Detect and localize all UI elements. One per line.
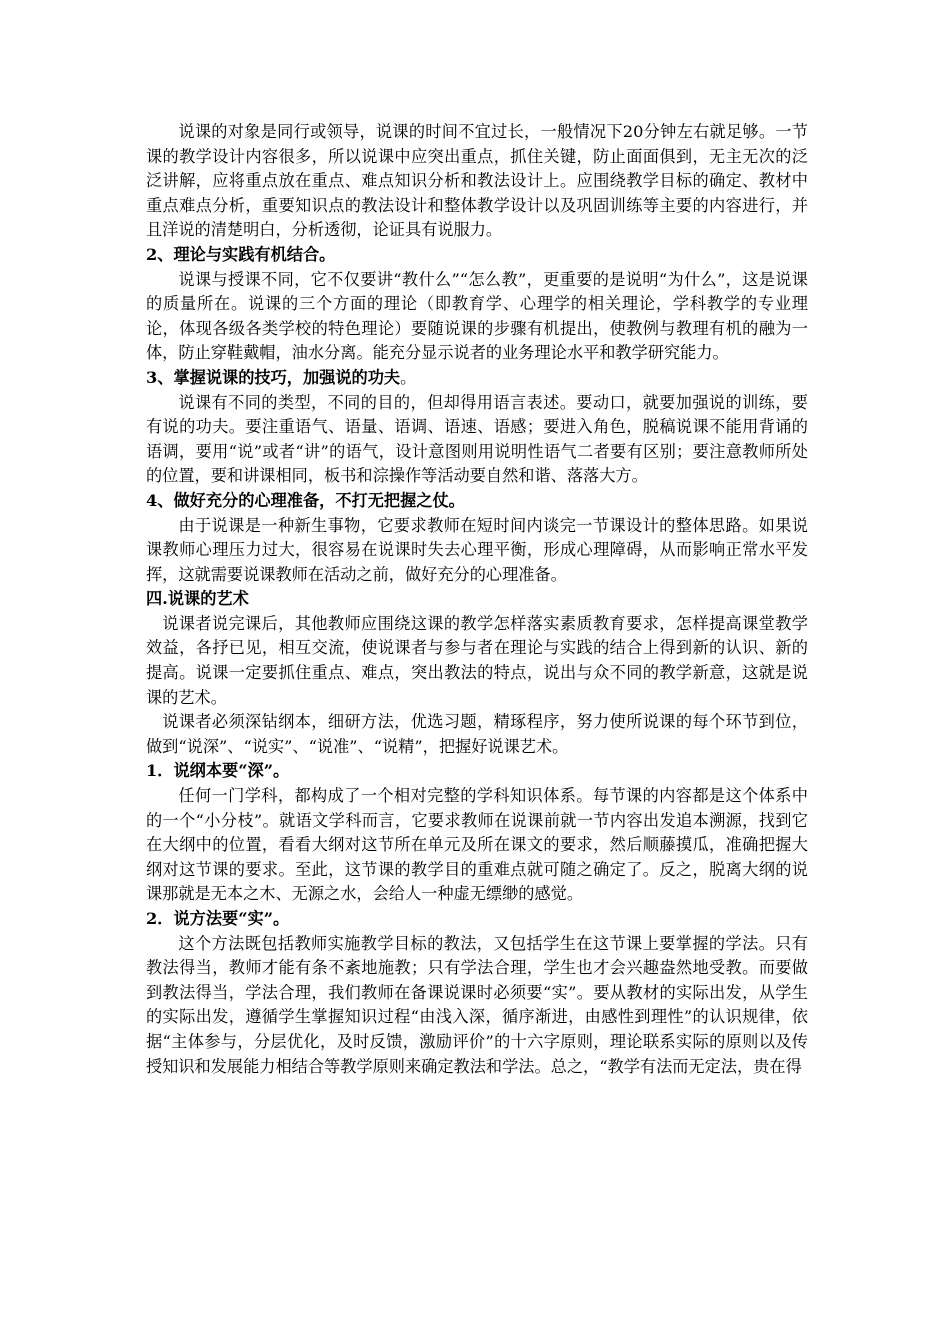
heading-speaking-skills bbox=[146, 366, 808, 391]
paragraph-speaking-skills: 说课有不同的类型，不同的目的，但却得用语言表述。要动口，就要加强说的训练，要有说的功夫。要注重语气、语量、语调、语速、语感；要进入角色，脱稿说课不能用背诵的语调，要用“说”或者“讲”的语气，设计意图则用说明性语气二者要有区别；要注意教师所处的位置，要和讲课相同，板书和淙操作等活动要自然和谐、落落大方。 bbox=[146, 392, 808, 486]
paragraph-syllabus-deep: 任何一门学科，都构成了一个相对完整的学科知识体系。每节课的内容都是这个体系中的一个“小分枝”。就语文学科而言，它要求教师在说课前就一节内容出发追本溯源，找到它在大纲中的位置，看看大纲对这节所在单元及所在课文的要求，然后顺藤摸瓜，准确把握大纲对这节课的要求。至此，这节课的教学目的重难点就可随之确定了。反之，脱离大纲的说课那就是无本之木、无源之水，会给人一种虚无缥缈的感觉。 bbox=[146, 786, 808, 904]
paragraph-lecture-audience-time: 说课的对象是同行或领导，说课的时间不宜过长，一般情况下20分钟左右就足够。一节课的教学设计内容很多，所以说课中应突出重点，抓住关键，防止面面俱到，无主无次的泛泛讲解，应将重点放在重点、难点知识分析和教法设计上。应围绕教学目标的确定、教材中重点难点分析，重要知识点的教法设计和整体教学设计以及巩固训练等主要的内容进行，并且洋说的清楚明白，分析透彻，论证具有说服力。 bbox=[146, 122, 808, 240]
paragraph-method-solid: 这个方法既包括教师实施教学目标的教法，又包括学生在这节课上要掌握的学法。只有教法得当，教师才能有条不紊地施教；只有学法合理，学生也才会兴趣盎然地受教。而要做到教法得当，学法合理，我们教师在备课说课时必须要“实”。要从教材的实际出发，从学生的实际出发，遵循学生掌握知识过程“由浅入深，循序渐进，由感性到理性”的认识规律，依据“主体参与，分层优化，及时反馈，激励评价”的十六字原则，理论联系实际的原则以及传授知识和发展能力相结合等教学原则来确定教法和学法。总之，“教学有法而无定法，贵在得 bbox=[146, 933, 808, 1076]
heading-method-solid: 2．说方法要“实”。 bbox=[146, 909, 290, 928]
paragraph-art-of-lecture-1: 说课者说完课后，其他教师应围绕这课的教学怎样落实素质教育要求，怎样提高课堂教学效益，各抒已见，相互交流，使说课者与参与者在理论与实践的结合上得到新的认识、新的提高。说课一定要抓住重点、难点，突出教法的特点，说出与众不同的教学新意，这就是说课的艺术。 bbox=[146, 613, 808, 707]
heading-art-of-lecture: 四.说课的艺术 bbox=[146, 589, 249, 609]
heading-syllabus-deep: 1．说纲本要“深”。 bbox=[146, 761, 290, 781]
document-page bbox=[146, 120, 808, 1079]
heading-speaking-skills-tail: 。 bbox=[400, 367, 417, 387]
paragraph-art-of-lecture-2: 说课者必须深钻纲本，细研方法，优选习题，精琢程序，努力使所说课的每个环节到位，做到“说深”、“说实”、“说准”、“说精”，把握好说课艺术。 bbox=[146, 712, 808, 756]
heading-speaking-skills-text: 3、掌握说课的技巧，加强说的功夫 bbox=[146, 367, 401, 387]
paragraph-theory-practice: 说课与授课不同，它不仅要讲“教什么”“怎么教”，更重要的是说明“为什么”，这是说课的质量所在。说课的三个方面的理论（即教育学、心理学的相关理论，学科教学的专业理论，体现各级各类学校的特色理论）要随说课的步骤有机提出，使教例与教理有机的融为一体，防止穿鞋戴帽，油水分离。能充分显示说者的业务理论水平和教学研究能力。 bbox=[146, 269, 808, 363]
paragraph-psychological-preparation: 由于说课是一种新生事物，它要求教师在短时间内谈完一节课设计的整体思路。如果说课教师心理压力过大，很容易在说课时失去心理平衡，形成心理障碍，从而影响正常水平发挥，这就需要说课教师在活动之前，做好充分的心理准备。 bbox=[146, 515, 808, 584]
heading-theory-practice: 2、理论与实践有机结合。 bbox=[146, 244, 336, 264]
heading-psychological-preparation: 4、做好充分的心理准备，不打无把握之仗。 bbox=[146, 490, 465, 510]
